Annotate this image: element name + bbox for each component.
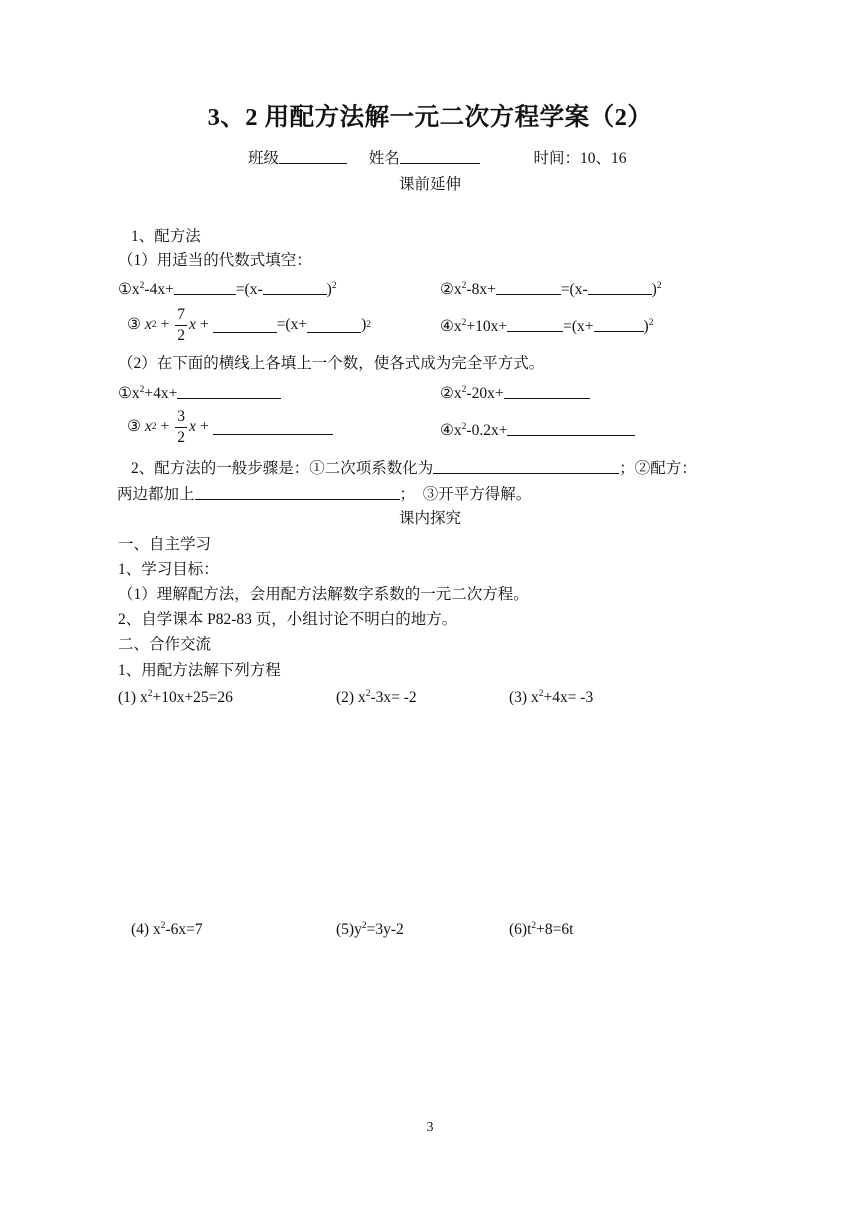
cooperation-heading: 二、合作交流 xyxy=(118,636,212,653)
q2-item-3: ③ x 2 + $\frac{3}{2}$ x + xyxy=(127,407,333,447)
q2-item-1: $①x^2+4x+$ xyxy=(118,383,281,404)
date-text: 时间：10、16 xyxy=(533,150,627,167)
answer-blank[interactable] xyxy=(213,317,277,333)
learning-goal-heading: 1、学习目标： xyxy=(118,561,219,578)
answer-blank[interactable] xyxy=(588,279,652,295)
exercise-instruction: 1、用配方法解下列方程 xyxy=(118,662,281,679)
self-study-heading: 一、自主学习 xyxy=(118,536,212,553)
class-label: 班级 xyxy=(248,150,280,167)
answer-blank[interactable] xyxy=(195,484,400,500)
answer-blank[interactable] xyxy=(213,419,333,435)
q1-item-4: $④x^2+10x+ =(x+ )^2$ xyxy=(440,318,654,335)
fraction: $\frac{3}{2}$ xyxy=(177,407,186,446)
steps-line-1: 2、配方法的一般步骤是：①二次项系数化为 ；②配方： xyxy=(131,460,697,477)
answer-blank[interactable] xyxy=(594,316,644,332)
exercise-2: (2) $x^2-3x= -2$ xyxy=(336,689,417,706)
section-heading-pre-class: 课前延伸 xyxy=(398,176,461,193)
name-label: 姓名 xyxy=(368,150,400,167)
answer-blank[interactable] xyxy=(507,316,563,332)
answer-blank[interactable] xyxy=(177,383,281,399)
answer-blank[interactable] xyxy=(174,279,236,295)
page-number: 3 xyxy=(426,1120,434,1135)
q1-item-1: $①x^2-4x+ =(x-$ )$^2$ xyxy=(118,281,337,298)
learning-goal-item: （1）理解配方法，会用配方法解数字系数的一元二次方程。 xyxy=(118,586,529,603)
q2-heading: （2）在下面的横线上各填上一个数，使各式成为完全平方式。 xyxy=(118,355,545,372)
answer-blank[interactable] xyxy=(496,279,561,295)
self-study-item: 2、自学课本 P82-83 页，小组讨论不明白的地方。 xyxy=(118,611,458,628)
answer-blank[interactable] xyxy=(263,279,327,295)
answer-blank[interactable] xyxy=(504,383,590,399)
name-blank[interactable] xyxy=(400,148,480,164)
q2-item-4: $④x^2-0.2x+$ xyxy=(440,420,635,441)
q1-heading: （1）用适当的代数式填空： xyxy=(118,252,312,269)
answer-blank[interactable] xyxy=(507,420,635,436)
exercise-1: (1) $x^2+10x+25=26$ xyxy=(118,689,233,706)
q2-item-2: $②x^2-20x+$ xyxy=(440,383,590,404)
exercise-5: $(5)y^2=3y-2$ xyxy=(336,921,404,938)
answer-blank[interactable] xyxy=(307,317,361,333)
q1-item-2: $②x^2-8x+ =(x-$ )$^2$ xyxy=(440,281,662,298)
part1-heading: 1、配方法 xyxy=(131,228,201,245)
exercise-4: (4) $x^2-6x=7$ xyxy=(131,921,203,938)
answer-blank[interactable] xyxy=(433,458,619,474)
page-title: 3、2 用配方法解一元二次方程学案（2） xyxy=(207,104,653,131)
steps-line-2: 两边都加上 ； ③开平方得解。 xyxy=(117,486,532,503)
exercise-3: (3) $x^2+4x= -3$ xyxy=(509,689,594,706)
fraction: $\frac{7}{2}$ xyxy=(177,305,186,344)
exercise-6: $(6)t^2+8=6t$ xyxy=(509,921,574,938)
q1-item-3: ③ x 2 + $\frac{7}{2}$ x + =(x+ ) 2 xyxy=(127,305,372,344)
header-line xyxy=(248,148,627,169)
section-heading-in-class: 课内探究 xyxy=(398,510,461,527)
class-blank[interactable] xyxy=(279,148,347,164)
